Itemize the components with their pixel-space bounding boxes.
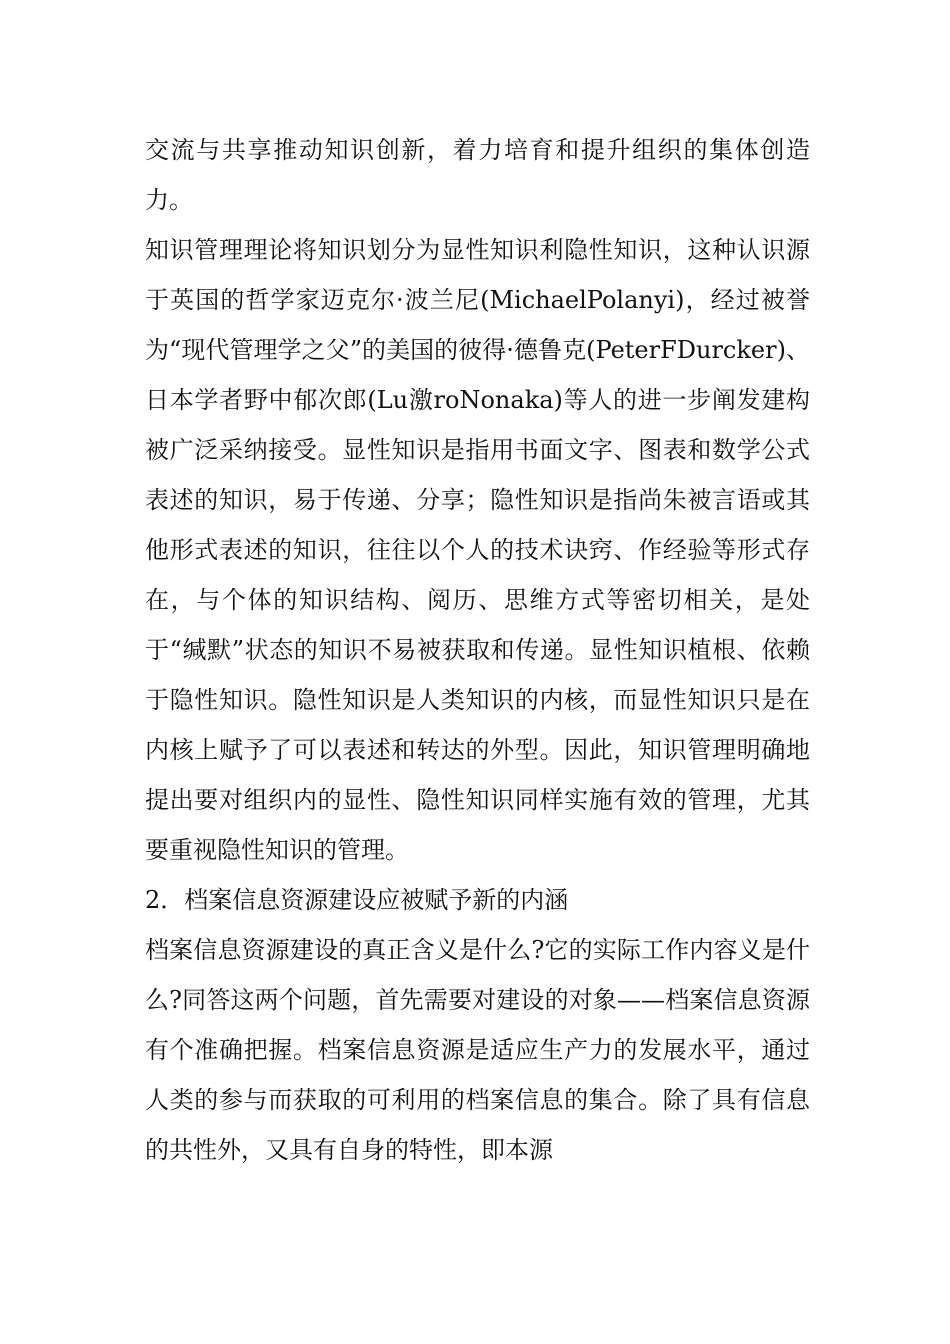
section-heading: 2．档案信息资源建设应被赋予新的内涵 <box>145 886 569 914</box>
paragraph-continuation: 交流与共享推动知识创新，着力培育和提升组织的集体创造力。 <box>145 136 810 214</box>
paragraph-knowledge-theory: 知识管理理论将知识划分为显性知识利隐性知识，这种认识源于英国的哲学家迈克尔·波兰尼(MichaelPolanyi)，经过被誉为“现代管理学之父”的美国的彼得·德鲁克(PeterFDurcker)、日本学者野中郁次郎(Lu激roNonaka)等人的进一步阐发建构被广泛采纳接受。显性知识是指用书面文字、图表和数学公式表述的知识，易于传递、分享；隐性知识是指尚朱被言语或其他形式表述的知识，往往以个人的技术诀窍、作经验等形式存在，与个体的知识结构、阅历、思维方式等密切相关，是处于“缄默”状态的知识不易被获取和传递。显性知识植根、依赖于隐性知识。隐性知识是人类知识的内核，而显性知识只是在内核上赋予了可以表述和转达的外型。因此，知识管理明确地提出要对组织内的显性、隐性知识同样实施有效的管理，尤其要重视隐性知识的管理。 <box>145 236 810 864</box>
paragraph-archive-resources: 档案信息资源建设的真正含义是什么?它的实际工作内容义是什么?同答这两个问题，首先需要对建设的对象——档案信息资源有个准确把握。档案信息资源是适应生产力的发展水平，通过人类的参与而获取的可利用的档案信息的集合。除了具有信息的共性外，又具有自身的特性，即本源 <box>145 936 810 1164</box>
document-page <box>145 125 810 1175</box>
